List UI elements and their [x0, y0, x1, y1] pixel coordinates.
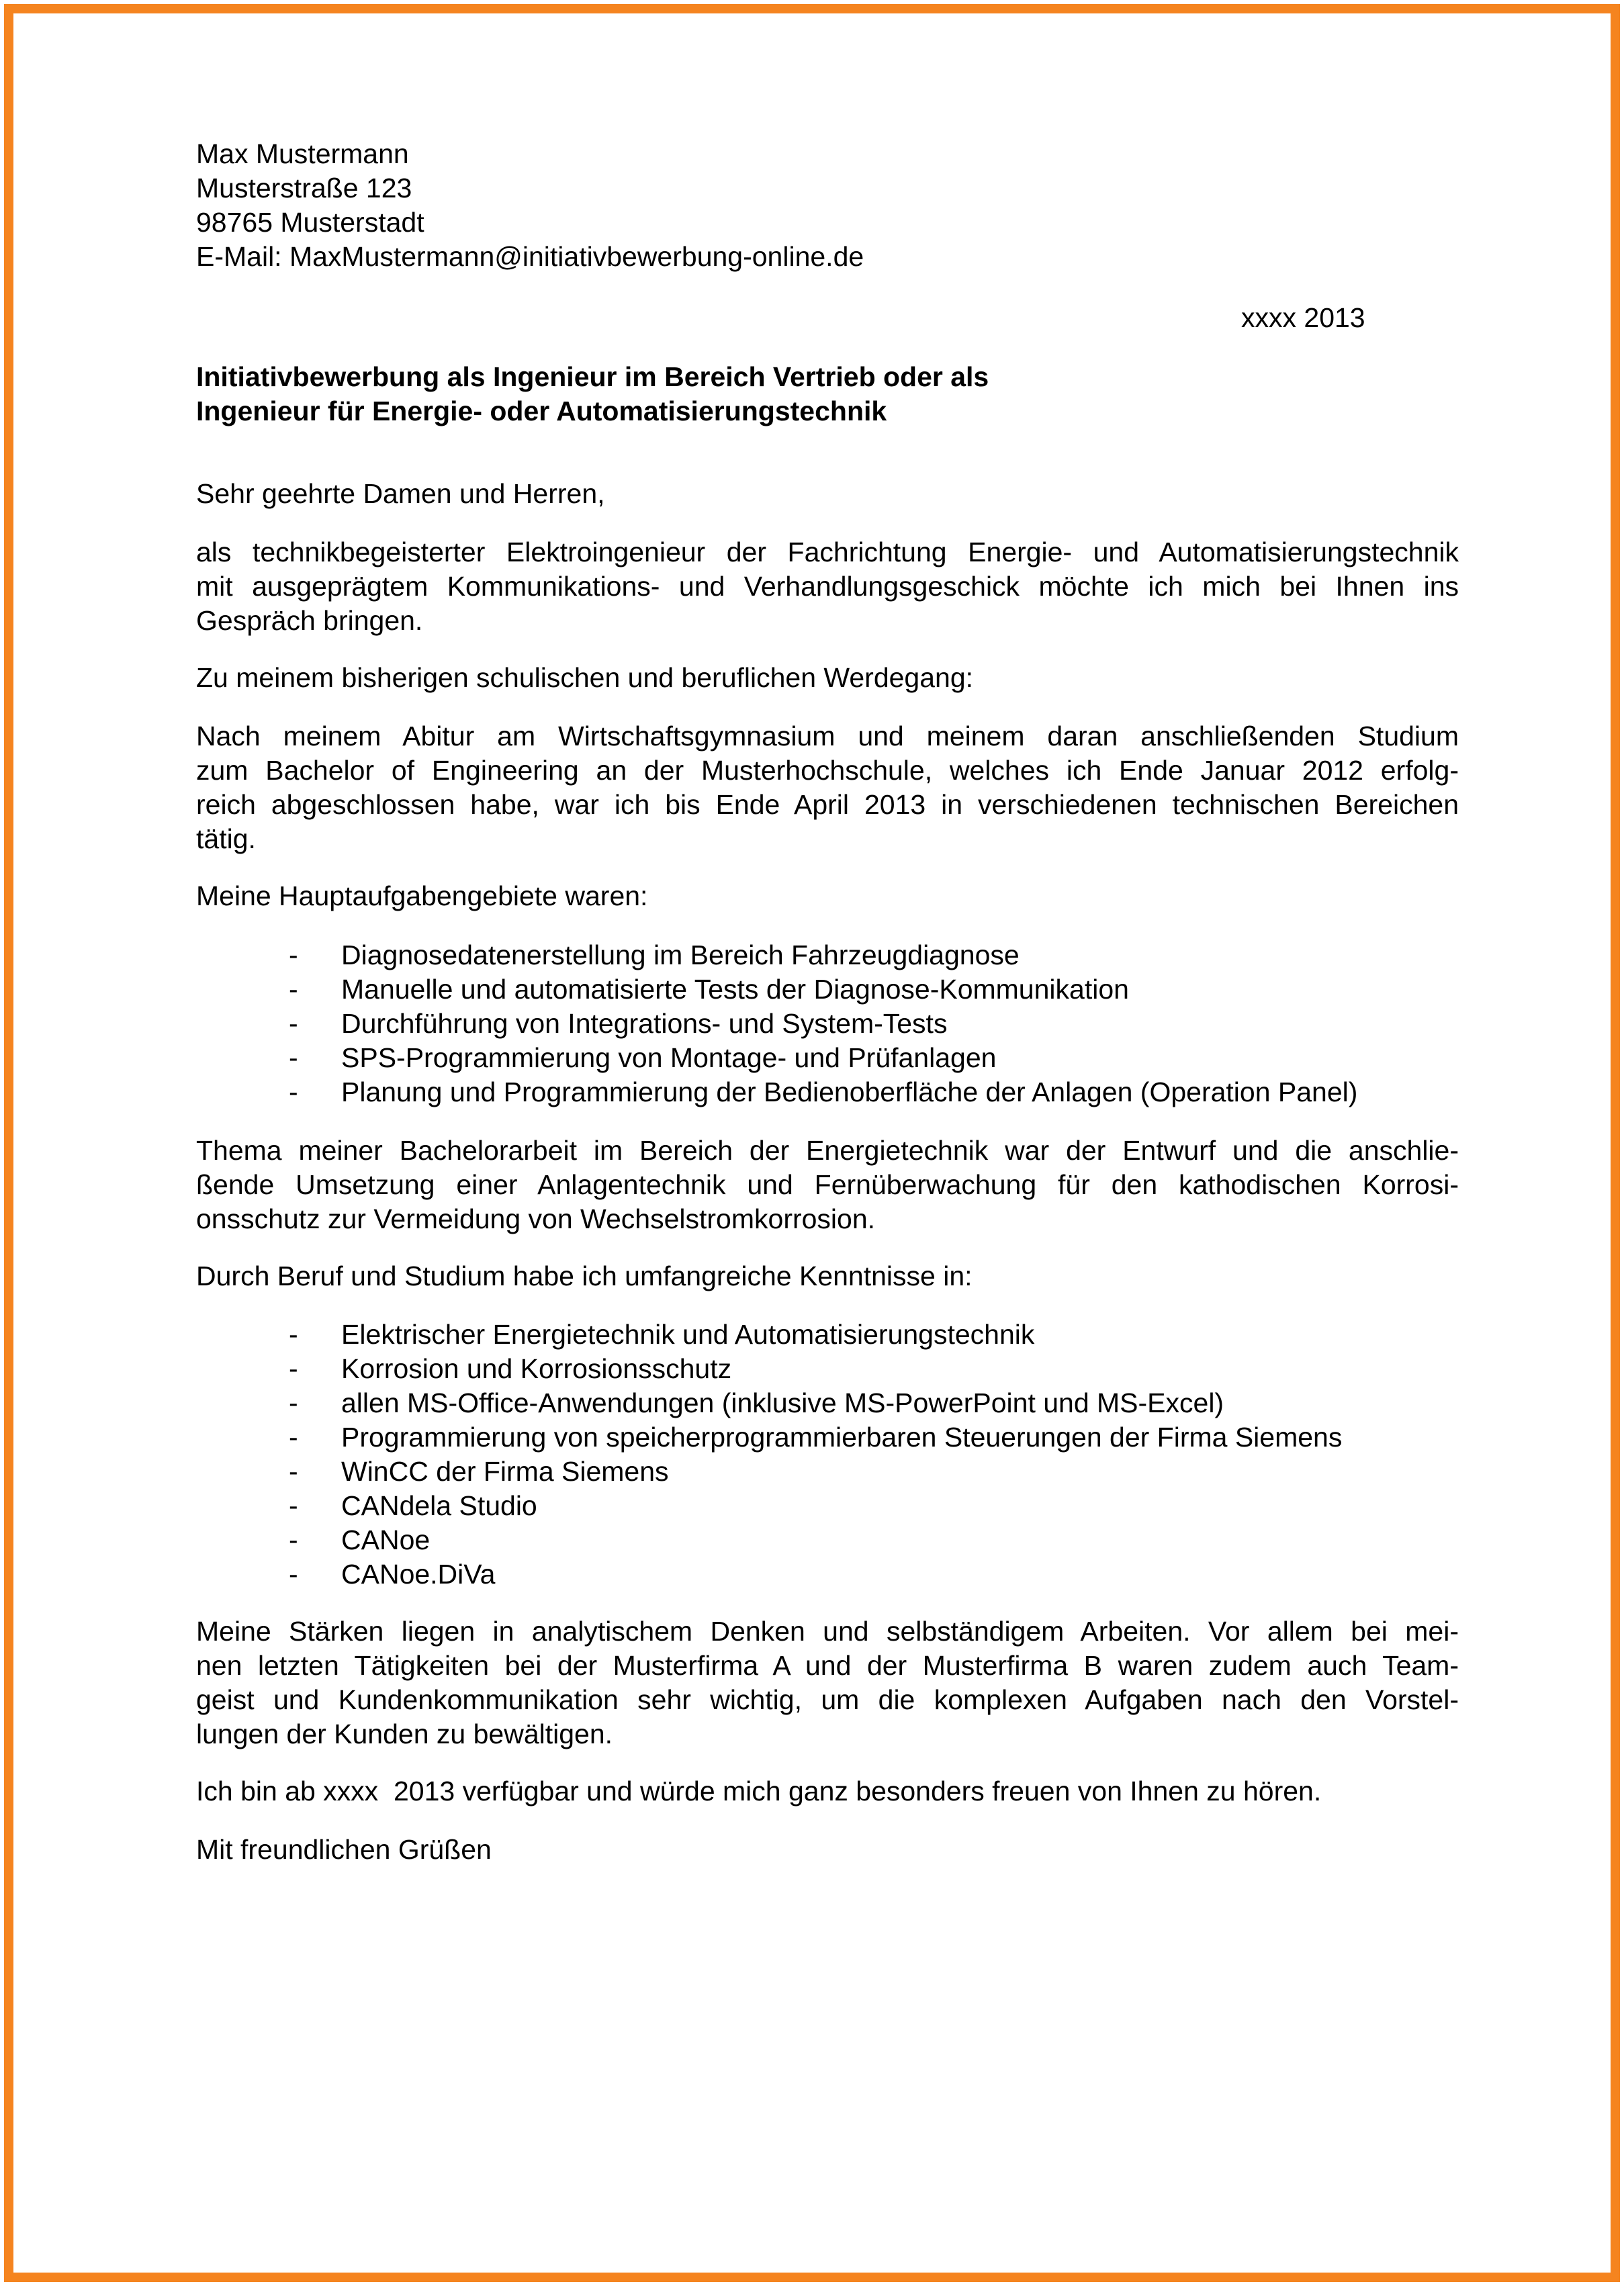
list-item-text: Elektrischer Energietechnik und Automatisierungstechnik — [341, 1319, 1035, 1350]
intro-paragraph — [196, 535, 1459, 638]
tasks-list — [289, 938, 1357, 1109]
sender-name: Max Mustermann — [196, 138, 409, 169]
list-item — [289, 1420, 1342, 1455]
dash-bullet: - — [289, 1008, 298, 1039]
subject-line-2: Ingenieur für Energie- oder Automatisierungstechnik — [196, 396, 887, 426]
list-item — [289, 1489, 1342, 1523]
sender-address — [196, 137, 1459, 274]
strengths-line: nen letzten Tätigkeiten bei der Musterfirma A und der Musterfirma B waren zudem auch Team- — [196, 1650, 1459, 1681]
salutation: Sehr geehrte Damen und Herren, — [196, 478, 605, 509]
list-item — [289, 1386, 1342, 1420]
thesis-line: onsschutz zur Vermeidung von Wechselstromkorrosion. — [196, 1203, 876, 1234]
list-item-text: Programmierung von speicherprogrammierbaren Steuerungen der Firma Siemens — [341, 1422, 1343, 1453]
list-item-text: allen MS-Office-Anwendungen (inklusive MS-PowerPoint und MS-Excel) — [341, 1387, 1224, 1418]
sender-street: Musterstraße 123 — [196, 173, 412, 203]
list-item — [289, 1041, 1357, 1075]
career-line: zum Bachelor of Engineering an der Musterhochschule, welches ich Ende Januar 2012 erfolg- — [196, 755, 1459, 786]
list-item-text: CANoe.DiVa — [341, 1559, 496, 1590]
subject-line — [196, 360, 989, 428]
thesis-paragraph — [196, 1134, 1459, 1236]
closing-line: Mit freundlichen Grüßen — [196, 1834, 492, 1865]
list-item-text: SPS-Programmierung von Montage- und Prüfanlagen — [341, 1042, 997, 1073]
list-item-text: Korrosion und Korrosionsschutz — [341, 1353, 732, 1384]
subject-line-1: Initiativbewerbung als Ingenieur im Bereich Vertrieb oder als — [196, 361, 989, 392]
dash-bullet: - — [289, 1422, 298, 1453]
dash-bullet: - — [289, 940, 298, 970]
list-item — [289, 1352, 1342, 1386]
list-item-text: Planung und Programmierung der Bedienoberfläche der Anlagen (Operation Panel) — [341, 1077, 1358, 1107]
skills-list — [289, 1318, 1342, 1592]
list-item — [289, 1007, 1357, 1041]
dash-bullet: - — [289, 1559, 298, 1590]
list-item — [289, 1075, 1357, 1109]
career-line: Nach meinem Abitur am Wirtschaftsgymnasium und meinem daran anschließenden Studium — [196, 721, 1459, 751]
dash-bullet: - — [289, 1490, 298, 1521]
list-item-text: WinCC der Firma Siemens — [341, 1456, 669, 1487]
sender-city: 98765 Musterstadt — [196, 207, 424, 238]
thesis-line: Thema meiner Bachelorarbeit im Bereich der Energietechnik war der Entwurf und die anschlie- — [196, 1135, 1459, 1166]
dash-bullet: - — [289, 1353, 298, 1384]
list-item-text: Diagnosedatenerstellung im Bereich Fahrzeugdiagnose — [341, 940, 1020, 970]
dash-bullet: - — [289, 1456, 298, 1487]
tasks-heading: Meine Hauptaufgabengebiete waren: — [196, 880, 648, 911]
list-item — [289, 1455, 1342, 1489]
dash-bullet: - — [289, 1319, 298, 1350]
career-paragraph — [196, 719, 1459, 856]
career-line: tätig. — [196, 823, 256, 854]
skills-heading: Durch Beruf und Studium habe ich umfangreiche Kenntnisse in: — [196, 1261, 973, 1291]
list-item-text: Manuelle und automatisierte Tests der Diagnose-Kommunikation — [341, 974, 1129, 1005]
strengths-paragraph — [196, 1614, 1459, 1751]
intro-line: mit ausgeprägtem Kommunikations- und Verhandlungsgeschick möchte ich mich bei Ihnen ins — [196, 571, 1459, 602]
availability-paragraph: Ich bin ab xxxx 2013 verfügbar und würde mich ganz besonders freuen von Ihnen zu hören. — [196, 1776, 1322, 1807]
list-item — [289, 972, 1357, 1007]
intro-line: als technikbegeisterter Elektroingenieur der Fachrichtung Energie- und Automatisierungstechnik — [196, 537, 1459, 567]
list-item — [289, 938, 1357, 972]
list-item — [289, 1523, 1342, 1557]
list-item — [289, 1557, 1342, 1592]
strengths-line: Meine Stärken liegen in analytischem Denken und selbständigem Arbeiten. Vor allem bei mei- — [196, 1616, 1459, 1647]
thesis-line: ßende Umsetzung einer Anlagentechnik und Fernüberwachung für den kathodischen Korrosi- — [196, 1169, 1459, 1200]
dash-bullet: - — [289, 974, 298, 1005]
sender-email: E-Mail: MaxMustermann@initiativbewerbung-online.de — [196, 241, 864, 272]
career-line: reich abgeschlossen habe, war ich bis Ende April 2013 in verschiedenen technischen Bereichen — [196, 789, 1459, 820]
list-item-text: CANdela Studio — [341, 1490, 537, 1521]
intro-line: Gespräch bringen. — [196, 605, 423, 636]
list-item-text: CANoe — [341, 1524, 431, 1555]
strengths-line: lungen der Kunden zu bewältigen. — [196, 1719, 613, 1749]
dash-bullet: - — [289, 1042, 298, 1073]
list-item — [289, 1318, 1342, 1352]
letter-date: xxxx 2013 — [1241, 302, 1365, 333]
career-heading: Zu meinem bisherigen schulischen und beruflichen Werdegang: — [196, 662, 974, 693]
dash-bullet: - — [289, 1524, 298, 1555]
dash-bullet: - — [289, 1077, 298, 1107]
dash-bullet: - — [289, 1387, 298, 1418]
list-item-text: Durchführung von Integrations- und System-Tests — [341, 1008, 948, 1039]
strengths-line: geist und Kundenkommunikation sehr wichtig, um die komplexen Aufgaben nach den Vorstel- — [196, 1684, 1459, 1715]
